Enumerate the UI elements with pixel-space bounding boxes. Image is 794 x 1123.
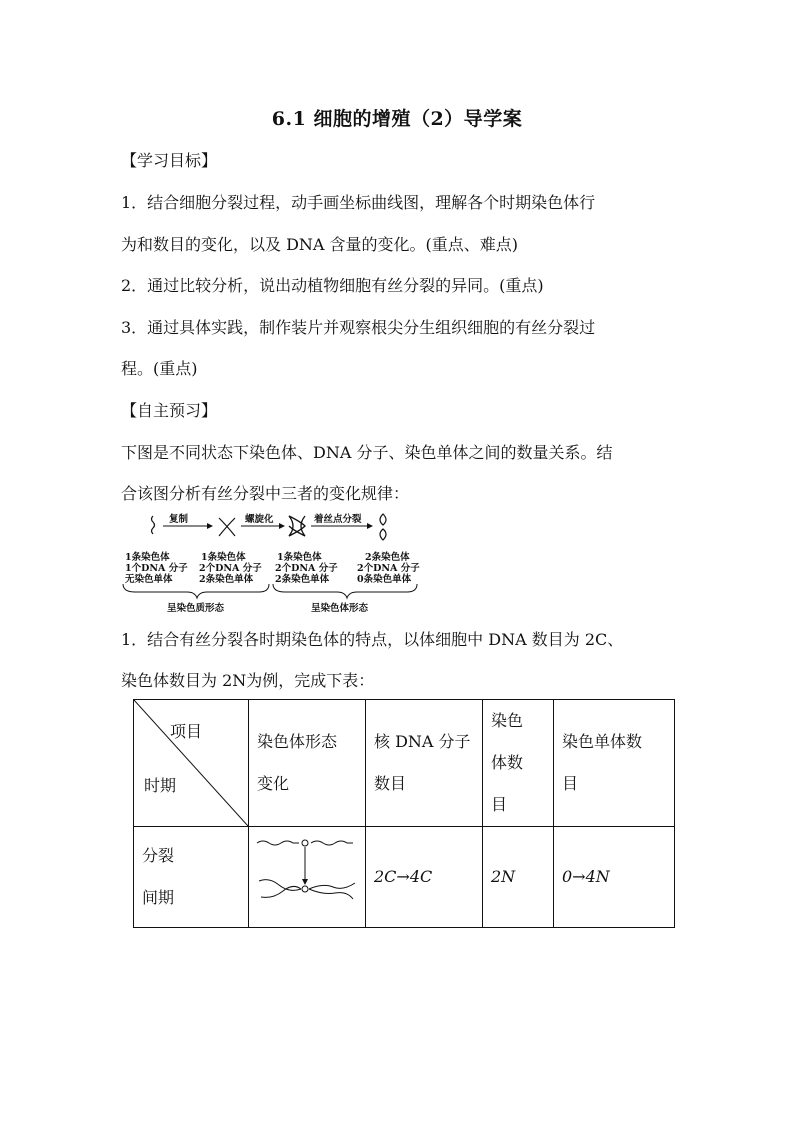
table-header-row (134, 700, 675, 827)
diagonal-divider (134, 700, 248, 826)
state-4-dna: 2个DNA 分子 (357, 563, 420, 574)
col-header-dna (366, 700, 483, 827)
condensed-chromosome-icon (289, 516, 305, 536)
table-row (134, 827, 675, 928)
intro-line-1: 下图是不同状态下染色体、DNA 分子、染色单体之间的数量关系。结 (121, 443, 613, 462)
state-2-chromosomes: 1条染色体 (201, 552, 246, 563)
chromosome-state-figure (121, 512, 421, 617)
col-header-chromatid-line-1: 染色单体数 (562, 732, 643, 751)
morphology-cell (249, 827, 366, 928)
arrow-label-centromere-split: 着丝点分裂 (314, 514, 362, 525)
self-study-heading: 【自主预习】 (121, 401, 218, 420)
mitosis-table (133, 699, 675, 928)
dna-cell: 2C→4C (366, 827, 483, 928)
separated-chromosomes-icon (380, 514, 386, 540)
chromatin-group-label: 呈染色质形态 (167, 603, 225, 614)
chromosome-brace (273, 584, 417, 598)
chromatin-brace (123, 584, 269, 598)
replicated-chromosome-icon (219, 518, 235, 536)
state-3-chromatids: 2条染色单体 (275, 574, 330, 585)
state-4-chromatids: 0条染色单体 (357, 574, 412, 585)
intro-line-2: 合该图分析有丝分裂中三者的变化规律： (121, 484, 410, 503)
state-4-chromosomes: 2条染色体 (365, 552, 410, 563)
state-2-dna: 2个DNA 分子 (199, 563, 262, 574)
corner-item-label: 项目 (170, 722, 203, 741)
interphase-morphology-icon (249, 827, 365, 911)
page-title: 6.1 细胞的增殖（2）导学案 (271, 108, 523, 130)
corner-period-label: 时期 (144, 776, 177, 795)
col-header-morphology (249, 700, 366, 827)
chromatin-thread-icon (152, 516, 155, 534)
state-2-chromatids: 2条染色单体 (199, 574, 254, 585)
col-header-morphology-line-2: 变化 (257, 774, 290, 793)
col-header-chromosome-line-3: 目 (491, 795, 508, 814)
col-header-chromatid-line-2: 目 (562, 774, 579, 793)
state-3-dna: 2个DNA 分子 (275, 563, 338, 574)
col-header-chromosome-line-2: 体数 (491, 753, 524, 772)
col-header-chromosome-line-1: 染色 (491, 711, 524, 730)
goal-3-line-1: 3．通过具体实践，制作装片并观察根尖分生组织细胞的有丝分裂过 (121, 318, 596, 337)
chromosome-group-label: 呈染色体形态 (311, 603, 369, 614)
period-line-1: 分裂 (142, 846, 175, 865)
task-line-1: 1．结合有丝分裂各时期染色体的特点，以体细胞中 DNA 数目为 2C、 (121, 630, 624, 649)
period-line-2: 间期 (142, 888, 175, 907)
col-header-chromatid (554, 700, 675, 827)
goal-2: 2．通过比较分析，说出动植物细胞有丝分裂的异同。(重点) (121, 276, 544, 295)
goal-3-line-2: 程。(重点) (121, 359, 198, 378)
state-1-dna: 1个DNA 分子 (125, 563, 188, 574)
goal-1-line-1: 1．结合细胞分裂过程，动手画坐标曲线图，理解各个时期染色体行 (121, 193, 596, 212)
state-3-chromosomes: 1条染色体 (277, 552, 322, 563)
task-line-2: 染色体数目为 2N为例，完成下表： (121, 671, 375, 690)
col-header-chromosome-count (483, 700, 554, 827)
col-header-dna-line-2: 数目 (374, 774, 407, 793)
arrow-label-condense: 螺旋化 (245, 514, 274, 525)
col-header-dna-line-1: 核 DNA 分子 (374, 732, 471, 751)
col-header-morphology-line-1: 染色体形态 (257, 732, 338, 751)
chromatid-cell: 0→4N (554, 827, 675, 928)
chromosome-cell: 2N (483, 827, 554, 928)
period-cell (134, 827, 249, 928)
corner-header-cell (134, 700, 249, 827)
arrow-label-replicate: 复制 (169, 514, 189, 525)
state-1-chromatids: 无染色单体 (125, 574, 173, 585)
learning-goals-heading: 【学习目标】 (121, 151, 218, 170)
goal-1-line-2: 为和数目的变化，以及 DNA 含量的变化。(重点、难点) (121, 235, 519, 254)
state-1-chromosomes: 1条染色体 (125, 552, 170, 563)
